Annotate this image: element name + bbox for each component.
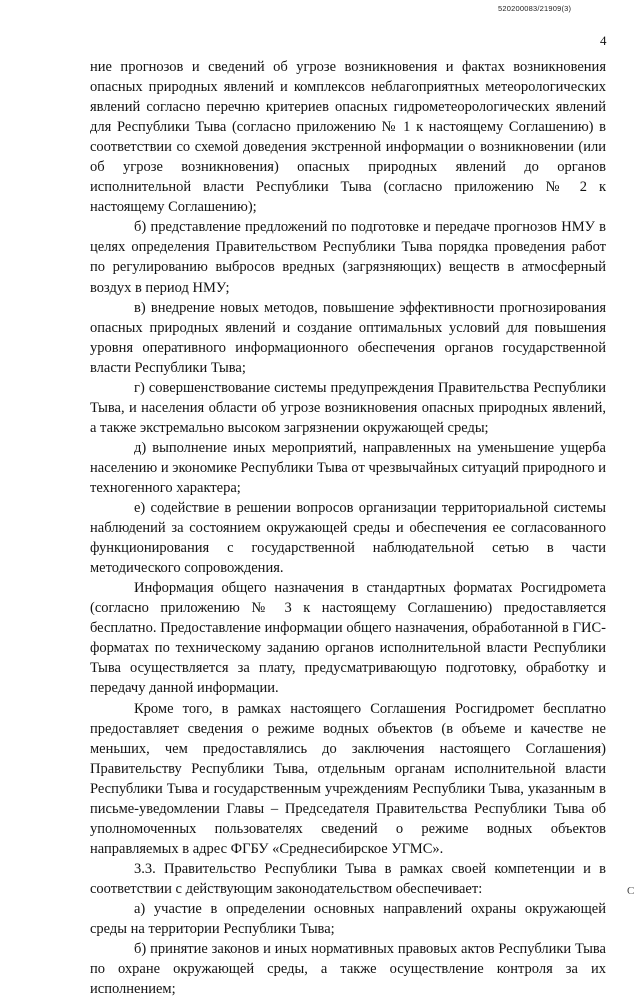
paragraph-item-v: в) внедрение новых методов, повышение эффективности прогнозирования опасных природных явлений и создание оптимальных условий для повышения уровня оперативного информационного обеспечения органов государственной власти Республики Тыва; bbox=[90, 299, 606, 376]
paragraph-section-3-3: 3.3. Правительство Республики Тыва в рамках своей компетенции и в соответствии с действующим законодательством обеспечивает: bbox=[90, 860, 606, 897]
paragraph-water-regime: Кроме того, в рамках настоящего Соглашения Росгидромет бесплатно предоставляет сведения о режиме водных объектов (в объеме и качестве не меньших, чем предоставлялись до заключения настоящего Соглашения) Правительству Республики Тыва, отдельным органам исполнительной власти Республики Тыва и государственным учреждениям Республики Тыва, указанным в письме-уведомлении Главы – Председателя Правительства Республики Тыва об уполномоченных пользователях сведений о режиме водных объектов направляемых в адрес ФГБУ «Среднесибирское УГМС». bbox=[90, 700, 606, 857]
paragraph-general-info: Информация общего назначения в стандартных форматах Росгидромета (согласно приложению № 3 к настоящему Соглашению) предоставляется бесплатно. Предоставление информации общего назначения, обработанной в ГИС-форматах по техническому заданию органов исполнительной власти Республики Тыва осуществляется за плату, предусматривающую подготовку, обработку и передачу данной информации. bbox=[90, 580, 606, 697]
paragraph-item-b: б) представление предложений по подготовке и передаче прогнозов НМУ в целях определения Правительством Республики Тыва порядка проведения работ по регулированию выбросов вредных (загрязняющих) веществ в атмосферный воздух в период НМУ; bbox=[90, 219, 606, 296]
document-id: 520200083/21909(3) bbox=[498, 4, 572, 13]
paragraph-item-d: д) выполнение иных мероприятий, направленных на уменьшение ущерба населению и экономике Республики Тыва от чрезвычайных ситуаций природного и техногенного характера; bbox=[90, 439, 606, 496]
paragraph-item-b-laws: б) принятие законов и иных нормативных правовых актов Республики Тыва по охране окружающей среды, а также осуществление контроля за их исполнением; bbox=[90, 941, 606, 998]
paragraph-item-e: е) содействие в решении вопросов организации территориальной системы наблюдений за состоянием окружающей среды и обеспечения ее согласованного функционирования с государственной наблюдательной сетью в части методического сопровождения. bbox=[90, 500, 606, 577]
page-number: 4 bbox=[600, 33, 607, 48]
paragraph-continuation: ние прогнозов и сведений об угрозе возникновения и фактах возникновения опасных природных явлений и комплексов неблагоприятных метеорологических явлений согласно перечню критериев опасных гидрометеорологических явлений для Республики Тыва (согласно приложению № 1 к настоящему Соглашению) в соответствии со схемой доведения экстренной информации о возникновении (или об угрозе возникновения) опасных природных явлений до органов исполнительной власти Республики Тыва (согласно приложению № 2 к настоящему Соглашению); bbox=[90, 59, 606, 216]
edge-mark: С bbox=[627, 885, 635, 897]
document-body bbox=[90, 57, 606, 999]
paragraph-item-a: а) участие в определении основных направлений охраны окружающей среды на территории Республики Тыва; bbox=[90, 900, 606, 938]
paragraph-item-g: г) совершенствование системы предупреждения Правительства Республики Тыва, и населения области об угрозе возникновения опасных природных явлений, а также экстремально высоком загрязнении окружающей среды; bbox=[90, 379, 606, 436]
